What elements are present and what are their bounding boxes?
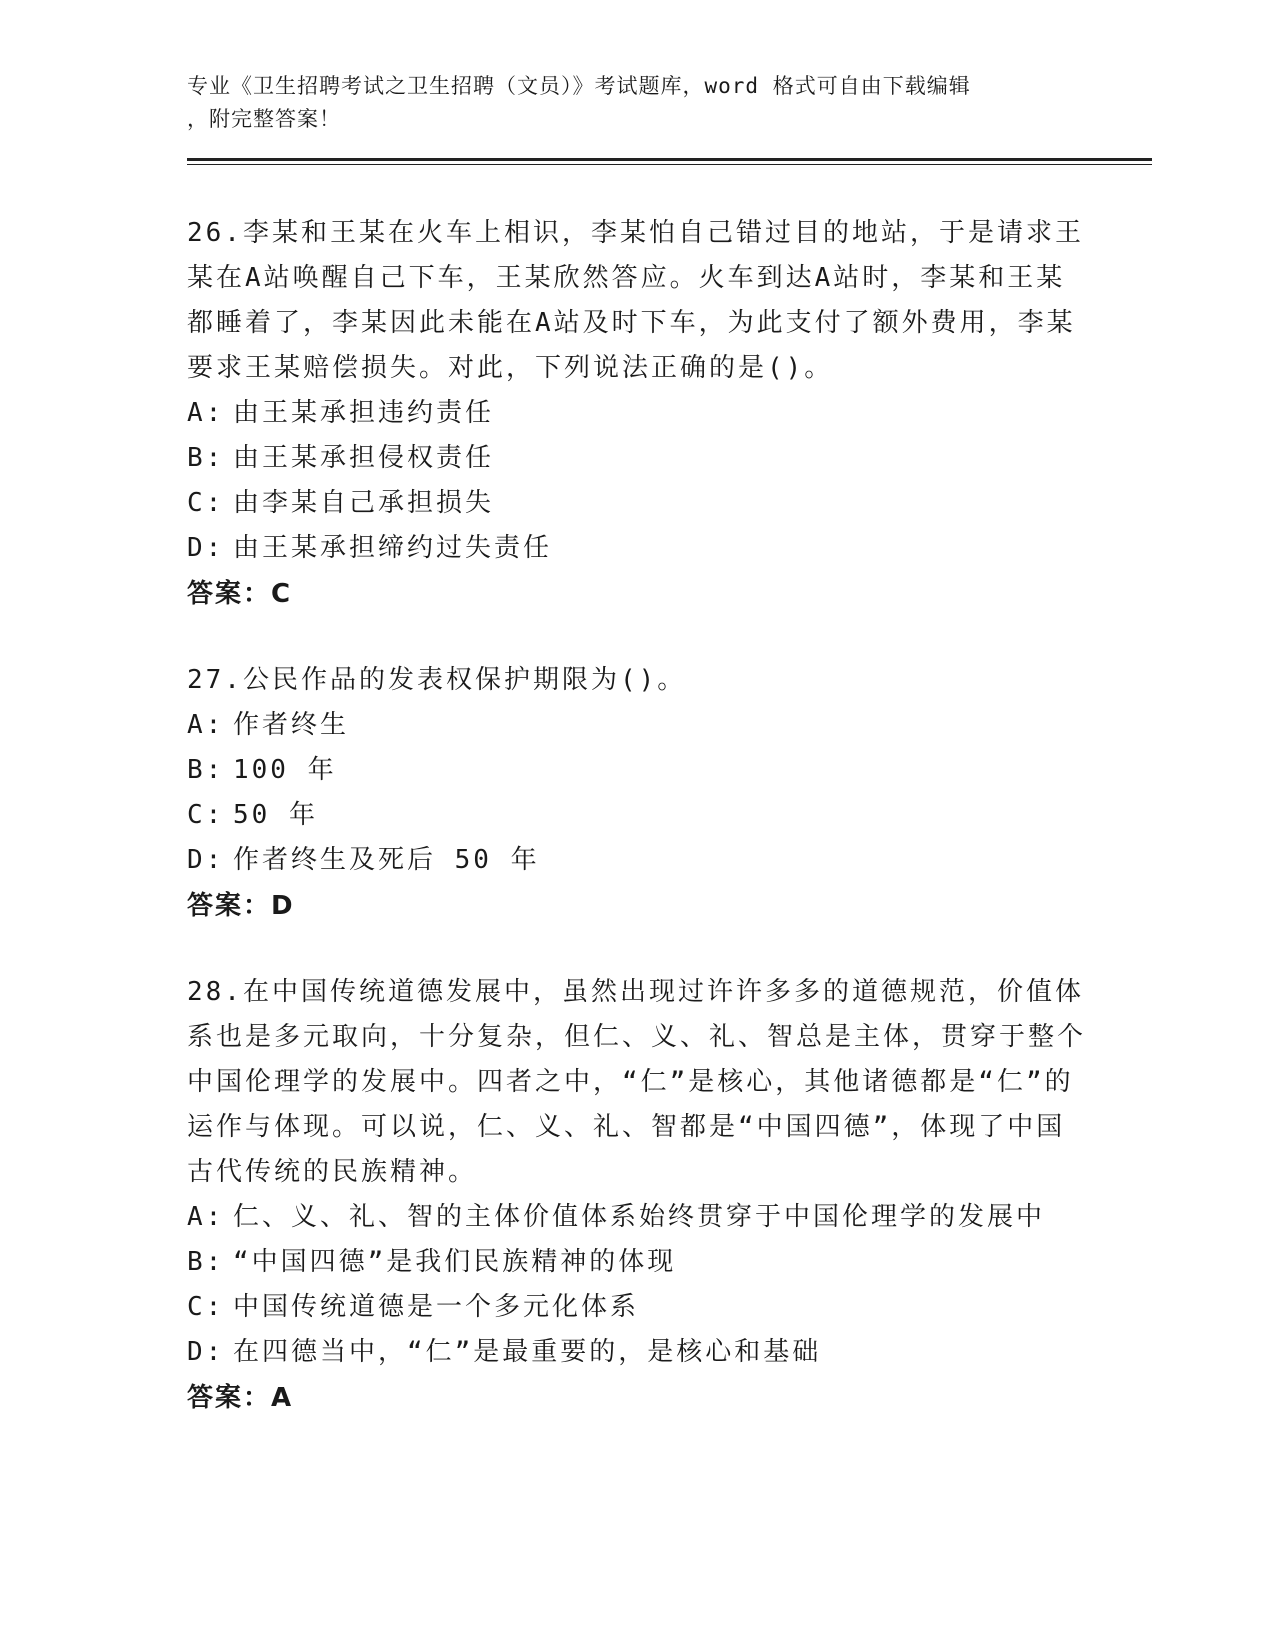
option-c <box>187 1285 1152 1330</box>
answer-label: 答案：C <box>187 579 293 609</box>
document-page <box>187 70 1152 1462</box>
option-c <box>187 793 1152 838</box>
question-28 <box>187 970 1152 1422</box>
option-letter: D: <box>187 1337 225 1367</box>
option-text: 作者终生 <box>233 710 350 740</box>
option-letter: A: <box>187 1202 225 1232</box>
option-b <box>187 748 1152 793</box>
option-text: 由李某自己承担损失 <box>233 488 495 518</box>
option-d <box>187 1330 1152 1375</box>
option-letter: D: <box>187 845 225 875</box>
header-line-1: 专业《卫生招聘考试之卫生招聘（文员）》考试题库，word 格式可自由下载编辑 <box>187 74 971 98</box>
document-header <box>187 70 1067 136</box>
option-text: 由王某承担违约责任 <box>233 398 495 428</box>
option-text: 中国传统道德是一个多元化体系 <box>233 1292 640 1322</box>
option-letter: B: <box>187 443 225 473</box>
question-stem: 28.在中国传统道德发展中，虽然出现过许许多多的道德规范，价值体系也是多元取向，十分复杂，但仁、义、礼、智总是主体，贯穿于整个中国伦理学的发展中。四者之中，“仁”是核心，其他诸德都是“仁”的运作与体现。可以说，仁、义、礼、智都是“中国四德”，体现了中国古代传统的民族精神。 <box>187 977 1087 1187</box>
option-b <box>187 436 1152 481</box>
option-text: 作者终生及死后 50 年 <box>233 845 540 875</box>
question-list <box>187 211 1152 1422</box>
option-d <box>187 838 1152 883</box>
option-a <box>187 391 1152 436</box>
question-stem: 27.公民作品的发表权保护期限为()。 <box>187 665 687 695</box>
option-letter: B: <box>187 755 225 785</box>
option-letter: A: <box>187 710 225 740</box>
option-letter: A: <box>187 398 225 428</box>
option-letter: B: <box>187 1247 225 1277</box>
option-letter: C: <box>187 1292 225 1322</box>
answer-label: 答案：A <box>187 1383 294 1413</box>
option-letter: C: <box>187 488 225 518</box>
option-text: 100 年 <box>233 755 337 785</box>
option-b <box>187 1240 1152 1285</box>
option-text: 在四德当中，“仁”是最重要的，是核心和基础 <box>233 1337 822 1367</box>
question-27 <box>187 658 1152 930</box>
option-a <box>187 703 1152 748</box>
question-stem: 26.李某和王某在火车上相识，李某怕自己错过目的地站，于是请求王某在A站唤醒自己下车，王某欣然答应。火车到达A站时，李某和王某都睡着了，李某因此未能在A站及时下车，为此支付了额外费用，李某要求王某赔偿损失。对此，下列说法正确的是()。 <box>187 218 1084 383</box>
option-text: 由王某承担缔约过失责任 <box>233 533 553 563</box>
option-letter: C: <box>187 800 225 830</box>
option-c <box>187 481 1152 526</box>
option-a <box>187 1195 1152 1240</box>
option-text: 仁、义、礼、智的主体价值体系始终贯穿于中国伦理学的发展中 <box>233 1202 1046 1232</box>
header-line-2: ，附完整答案！ <box>187 107 341 131</box>
option-text: “中国四德”是我们民族精神的体现 <box>233 1247 677 1277</box>
option-text: 50 年 <box>233 800 318 830</box>
option-d <box>187 526 1152 571</box>
option-text: 由王某承担侵权责任 <box>233 443 495 473</box>
question-26 <box>187 211 1152 618</box>
answer-label: 答案：D <box>187 891 295 921</box>
option-letter: D: <box>187 533 225 563</box>
header-divider <box>187 158 1152 165</box>
